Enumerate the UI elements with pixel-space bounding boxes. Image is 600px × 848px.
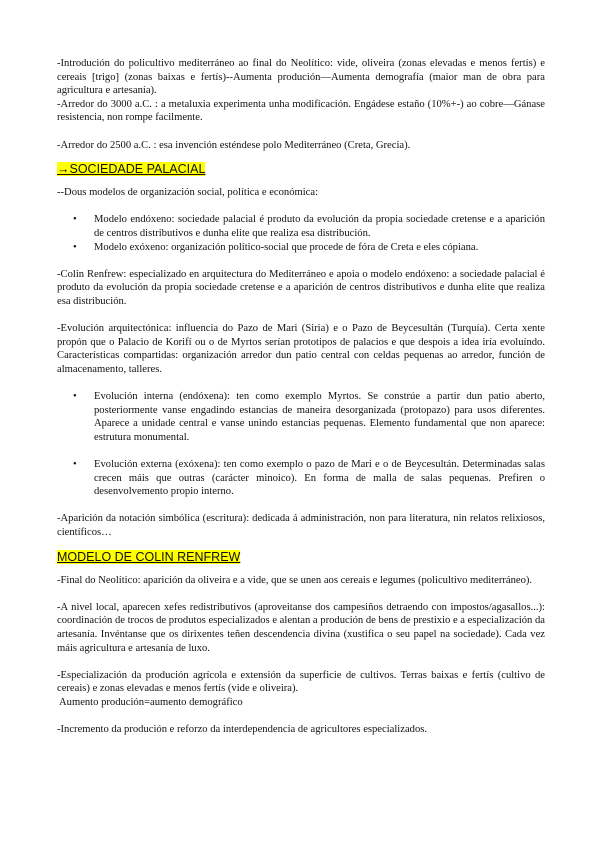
list-item-text: Modelo exóxeno: organización político-social que procede de fóra de Creta e eles cópiana.: [94, 241, 479, 253]
list-item: [57, 213, 545, 240]
bullet-icon: •: [73, 459, 77, 471]
paragraph-escritura: -Aparición da notación simbólica (escritura): dedicada á administración, non para literatura, nin relatos relixiosos, científicos…: [57, 513, 545, 538]
paragraph-especializacion: -Especialización da produción agrícola e extensión da superficie de cultivos. Terras baixas e fertís (cultivo de cereais) e zonas elevadas e menos fertís (vide e oliveira).: [57, 669, 545, 695]
paragraph-expansion: -Arredor do 2500 a.C. : esa invención esténdese polo Mediterráneo (Creta, Grecia).: [57, 139, 411, 151]
list-item-text: Evolución interna (endóxena): ten como exemplo Myrtos. Se constrúe a partir dun patio aberto, posteriormente vanse engadindo estancias de maneira desorganizada (protopazo) para usos diferentes. Aparece a unidade central e vanse unindo estancias pequenas. Elemento fundamental que non aparece: estrutura monumental.: [94, 391, 545, 443]
bullet-icon: •: [73, 214, 77, 226]
list-evolucion: [57, 390, 545, 444]
list-item: [57, 241, 545, 255]
bullet-icon: •: [73, 391, 77, 403]
heading-modelo-colin-renfrew-text: MODELO DE COLIN RENFREW: [57, 549, 241, 564]
paragraph-final-neolitico: -Final do Neolítico: aparición da oliveira e a vide, que se unen aos cereais e legumes (policultivo mediterráneo).: [57, 574, 533, 586]
paragraph-metaluxia: -Arredor do 3000 a.C. : a metaluxia experimenta unha modificación. Engádese estaño (10%+-) ao cobre—Gánase resistencia, non rompe facilmente.: [57, 98, 545, 124]
paragraph-colin-renfrew: -Colin Renfrew: especializado en arquitectura do Mediterráneo e apoia o modelo endóxeno: a sociedade palacial é produto da evolución da propia sociedade cretense e a aparición de centros distributivos e dunha elite que realiza esa distribución.: [57, 268, 545, 307]
heading-modelo-colin-renfrew: [57, 549, 545, 565]
bullet-icon: •: [73, 241, 77, 253]
paragraph-policultivo: -Introdución do policultivo mediterráneo ao final do Neolítico: vide, oliveira (zonas elevadas e menos fertís) e cereais [trigo] (zonas baixas e fertís)--Aumenta produción—Aumenta demografía (maior man de obra para agricultura e artesanía).: [57, 58, 545, 97]
list-item: [57, 458, 545, 499]
document-body: [57, 57, 545, 737]
paragraph-xefes-redistributivos: -A nivel local, aparecen xefes redistributivos (aproveitanse dos campesiños detraendo con impostos/agasallos...): coordinación de trocos de produtos especializados e alentan a produción de bens de prestixio e a especialización da artesanía. Invéntanse que os dirixentes teñen descendencia divina (xustifica o seu papel na sociedade). Cada vez máis agricultura e artesanía de luxo.: [57, 601, 546, 654]
paragraph-incremento: -Incremento da produción e reforzo da interdependencia de agricultores especializados.: [57, 724, 428, 736]
list-item-text: Modelo endóxeno: sociedade palacial é produto da evolución da propia sociedade cretense e a aparición de centros distributivos e dunha elite que realiza esa distribución.: [94, 214, 545, 239]
paragraph-dous-modelos: --Dous modelos de organización social, política e económica:: [57, 187, 319, 199]
heading-sociedade-palacial: [57, 161, 545, 177]
list-modelos: [57, 213, 545, 254]
paragraph-aumento-producion: Aumento produción=aumento demográfico: [59, 696, 243, 708]
list-item-text: Evolución externa (exóxena): ten como exemplo o pazo de Mari e o de Beycesultán. Determinadas salas crecen máis que outras (carácter minoico). En forma de malla de salas pequenas. Prefiren o desenvolvemento propio interno.: [94, 459, 545, 498]
list-evolucion-externa: [57, 458, 545, 499]
heading-sociedade-palacial-text: →SOCIEDADE PALACIAL: [57, 162, 206, 177]
list-item: [57, 390, 545, 444]
paragraph-evolucion-arquitectonica: -Evolución arquitectónica: influencia do Pazo de Mari (Siria) e o Pazo de Beycesultán (Turquía). Certa xente propón que o Palacio de Korifí ou o de Myrtos serían prototipos de palacios e que despois a idea iría evoluíndo. Características compartidas: organización arredor dun patio central con celdas pequenas ao arredor, función de almacenamento, talleres.: [57, 323, 545, 375]
